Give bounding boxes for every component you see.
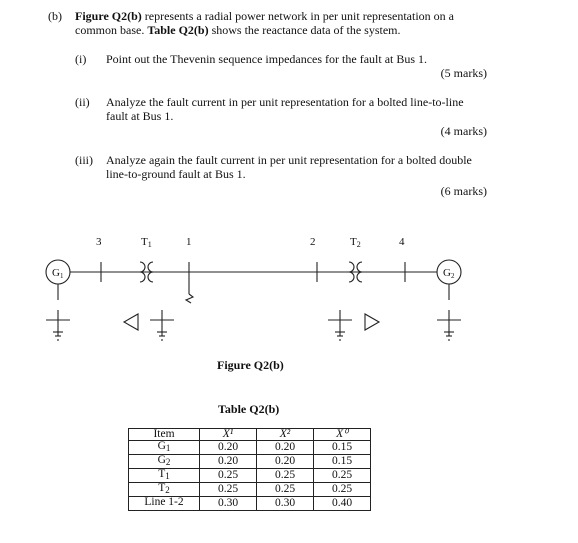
transformer-t2-label: T2 xyxy=(350,236,361,249)
radial-network-diagram xyxy=(0,228,578,350)
row-item: Line 1-2 xyxy=(129,497,200,511)
bus-2-label: 2 xyxy=(310,236,316,248)
row-x1: 0.25 xyxy=(200,469,257,483)
bus-3-label: 3 xyxy=(96,236,102,248)
part-iii-label: (iii) xyxy=(75,153,93,167)
intro-text-3: shows the reactance data of the system. xyxy=(208,23,401,37)
table-header-row xyxy=(129,429,371,441)
row-x2: 0.25 xyxy=(257,469,314,483)
intro-text-2: common base. xyxy=(75,23,148,37)
part-iii-marks: (6 marks) xyxy=(440,184,487,198)
row-item: $T_2$ xyxy=(129,483,200,497)
row-x0: 0.25 xyxy=(314,469,371,483)
table-row xyxy=(129,483,371,497)
row-x0: 0.25 xyxy=(314,483,371,497)
fault-symbol xyxy=(186,294,193,303)
question-intro-line-1 xyxy=(75,9,454,23)
part-i-marks: (5 marks) xyxy=(440,66,487,80)
question-intro-line-2 xyxy=(75,23,401,37)
table-row xyxy=(129,469,371,483)
generator-g1-label: G1 xyxy=(52,267,64,280)
row-item: $G_2$ xyxy=(129,455,200,469)
part-ii-text-line-1: Analyze the fault current in per unit representation for a bolted line-to-line xyxy=(106,95,464,109)
table-reference: Table Q2(b) xyxy=(147,23,209,37)
row-x1: 0.25 xyxy=(200,483,257,497)
table-row xyxy=(129,455,371,469)
row-x1: 0.20 xyxy=(200,441,257,455)
reactance-table xyxy=(128,428,371,511)
header-x2: X² xyxy=(257,429,314,441)
header-x1: X¹ xyxy=(200,429,257,441)
figure-caption: Figure Q2(b) xyxy=(217,358,284,372)
bus-4-label: 4 xyxy=(399,236,405,248)
header-x0: X⁰ xyxy=(314,429,371,441)
part-ii-text-line-2: fault at Bus 1. xyxy=(106,109,174,123)
t1-delta-icon xyxy=(124,314,138,330)
part-ii-marks: (4 marks) xyxy=(440,124,487,138)
transformer-t1-label: T1 xyxy=(141,236,152,249)
part-iii-text-line-2: line-to-ground fault at Bus 1. xyxy=(106,167,246,181)
row-x0: 0.15 xyxy=(314,441,371,455)
row-x1: 0.30 xyxy=(200,497,257,511)
part-i-label: (i) xyxy=(75,52,87,66)
part-iii-text-line-1: Analyze again the fault current in per unit representation for a bolted double xyxy=(106,153,472,167)
row-x2: 0.20 xyxy=(257,441,314,455)
t1-grounded-wye-icon xyxy=(150,310,174,340)
header-item: Item xyxy=(129,429,200,441)
row-x2: 0.25 xyxy=(257,483,314,497)
table-row xyxy=(129,497,371,511)
g2-ground-icon xyxy=(437,310,461,340)
generator-g2-label: G2 xyxy=(443,267,455,280)
g1-ground-icon xyxy=(46,310,70,340)
row-item: $G_1$ xyxy=(129,441,200,455)
row-x2: 0.30 xyxy=(257,497,314,511)
question-label: (b) xyxy=(48,9,62,23)
part-i-text: Point out the Thevenin sequence impedances for the fault at Bus 1. xyxy=(106,52,428,66)
row-x2: 0.20 xyxy=(257,455,314,469)
row-x0: 0.40 xyxy=(314,497,371,511)
part-ii-label: (ii) xyxy=(75,95,90,109)
row-item: $T_1$ xyxy=(129,469,200,483)
row-x1: 0.20 xyxy=(200,455,257,469)
intro-text-1: represents a radial power network in per unit representation on a xyxy=(141,9,454,23)
row-x0: 0.15 xyxy=(314,455,371,469)
table-title: Table Q2(b) xyxy=(218,402,280,416)
bus-1-label: 1 xyxy=(186,236,192,248)
table-row xyxy=(129,441,371,455)
figure-reference: Figure Q2(b) xyxy=(75,9,142,23)
t2-grounded-wye-icon xyxy=(328,310,352,340)
t2-delta-icon xyxy=(365,314,379,330)
